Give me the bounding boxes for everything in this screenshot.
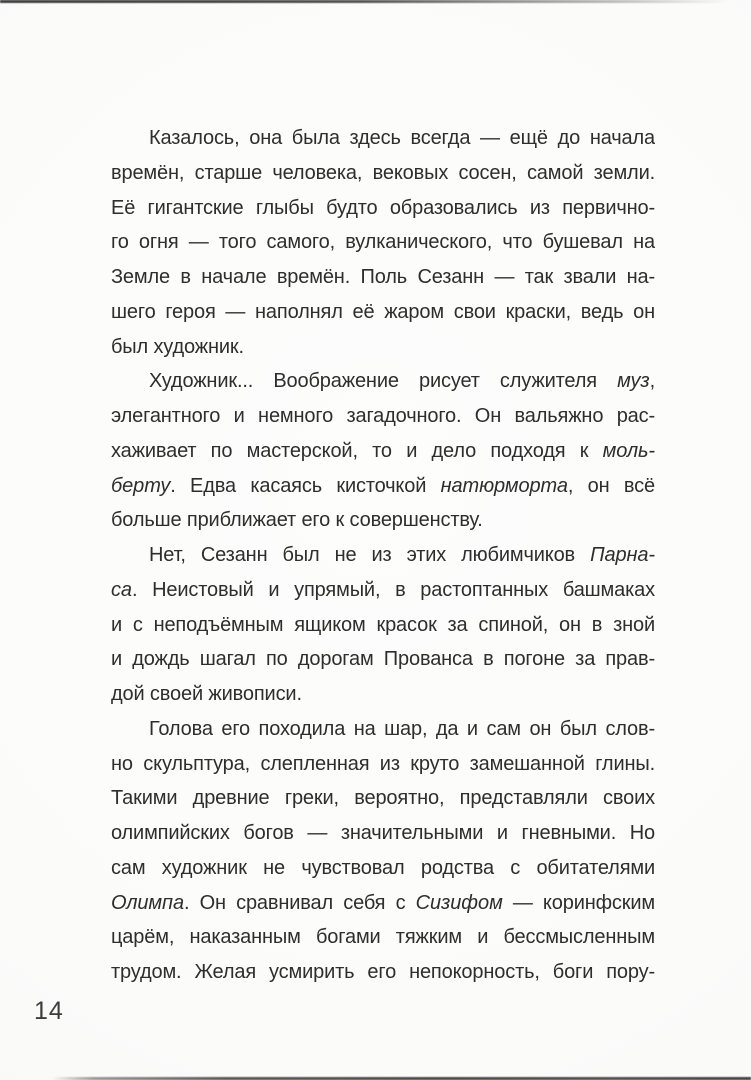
text-line — [111, 816, 655, 851]
text-run: сам художник не чувствовал родства с обитателями — [111, 856, 655, 879]
text-run: времён, старше человека, вековых сосен, самой земли. — [111, 161, 655, 184]
text-line — [111, 642, 655, 677]
text-line — [111, 399, 655, 434]
italic-text-run: натюрморта — [440, 474, 568, 497]
paragraph — [111, 364, 655, 538]
text-run: Её гигантские глыбы будто образовались из первично- — [111, 196, 655, 219]
paragraph — [111, 121, 655, 364]
text-run: шего героя — наполнял её жаром свои краски, ведь он — [111, 300, 655, 323]
text-line — [111, 469, 655, 504]
text-line — [111, 920, 655, 955]
text-line — [111, 747, 655, 782]
text-line — [111, 225, 655, 260]
text-line — [111, 538, 655, 573]
text-run: и дождь шагал по дорогам Прованса в погоне за прав- — [111, 648, 655, 671]
text-run: дой своей живописи. — [111, 683, 302, 705]
text-run: Нет, Сезанн был не из этих любимчиков — [149, 544, 591, 566]
text-run: , он всё — [567, 474, 655, 497]
italic-text-run: моль- — [602, 439, 655, 462]
text-line — [111, 886, 655, 921]
text-line — [111, 191, 655, 226]
text-line — [111, 434, 655, 469]
text-block — [111, 121, 655, 990]
text-line — [111, 503, 655, 538]
text-line — [111, 260, 655, 295]
text-line — [111, 330, 655, 365]
text-line — [111, 608, 655, 643]
text-run: го огня — того самого, вулканического, что бушевал на — [111, 231, 655, 254]
page-number: 14 — [34, 997, 64, 1025]
text-line — [111, 295, 655, 330]
italic-text-run: берту — [111, 474, 171, 497]
text-run: Художник... Воображение рисует служителя — [149, 370, 618, 393]
text-run: Земле в начале времён. Поль Сезанн — так звали на- — [111, 266, 655, 288]
text-run: . Едва касаясь кисточкой — [170, 474, 441, 497]
text-run: и с неподъёмным ящиком красок за спиной, он в зной — [111, 613, 655, 636]
italic-text-run: Сизифом — [415, 891, 503, 914]
text-run: но скульптура, слепленная из круто замешанной глины. — [111, 752, 655, 775]
text-run: Голова его походила на шар, да и сам он был слов- — [149, 717, 655, 740]
text-line — [111, 955, 655, 990]
italic-text-run: муз — [617, 370, 650, 393]
text-run: царём, наказанным богами тяжким и бессмысленным — [111, 926, 655, 949]
text-run: трудом. Желая усмирить его непокорность, боги пору- — [111, 961, 655, 983]
text-line — [111, 121, 655, 156]
text-run: Казалось, она была здесь всегда — ещё до начала — [149, 127, 655, 149]
text-line — [111, 156, 655, 191]
italic-text-run: Парна- — [590, 544, 655, 566]
text-line — [111, 851, 655, 886]
text-run: . Неистовый и упрямый, в растоптанных башмаках — [131, 578, 655, 601]
text-run: . Он сравнивал себя с — [183, 891, 416, 914]
text-line — [111, 712, 655, 747]
text-run: , — [649, 370, 655, 393]
text-run: — коринфским — [502, 891, 655, 914]
text-line — [111, 573, 655, 608]
italic-text-run: са — [111, 578, 132, 601]
text-line — [111, 781, 655, 816]
text-line — [111, 364, 655, 399]
text-line — [111, 677, 655, 712]
paragraph — [111, 538, 655, 712]
book-edge-top — [0, 0, 751, 3]
italic-text-run: Олимпа — [111, 891, 184, 914]
text-run: олимпийских богов — значительными и гневными. Но — [111, 822, 655, 844]
text-run: элегантного и немного загадочного. Он вальяжно рас- — [111, 405, 655, 427]
text-run: был художник. — [111, 335, 244, 358]
text-run: больше приближает его к совершенству. — [111, 509, 483, 532]
text-run: хаживает по мастерской, то и дело подходя к — [111, 439, 603, 462]
paragraph — [111, 712, 655, 990]
text-run: Такими древние греки, вероятно, представляли своих — [111, 787, 655, 810]
